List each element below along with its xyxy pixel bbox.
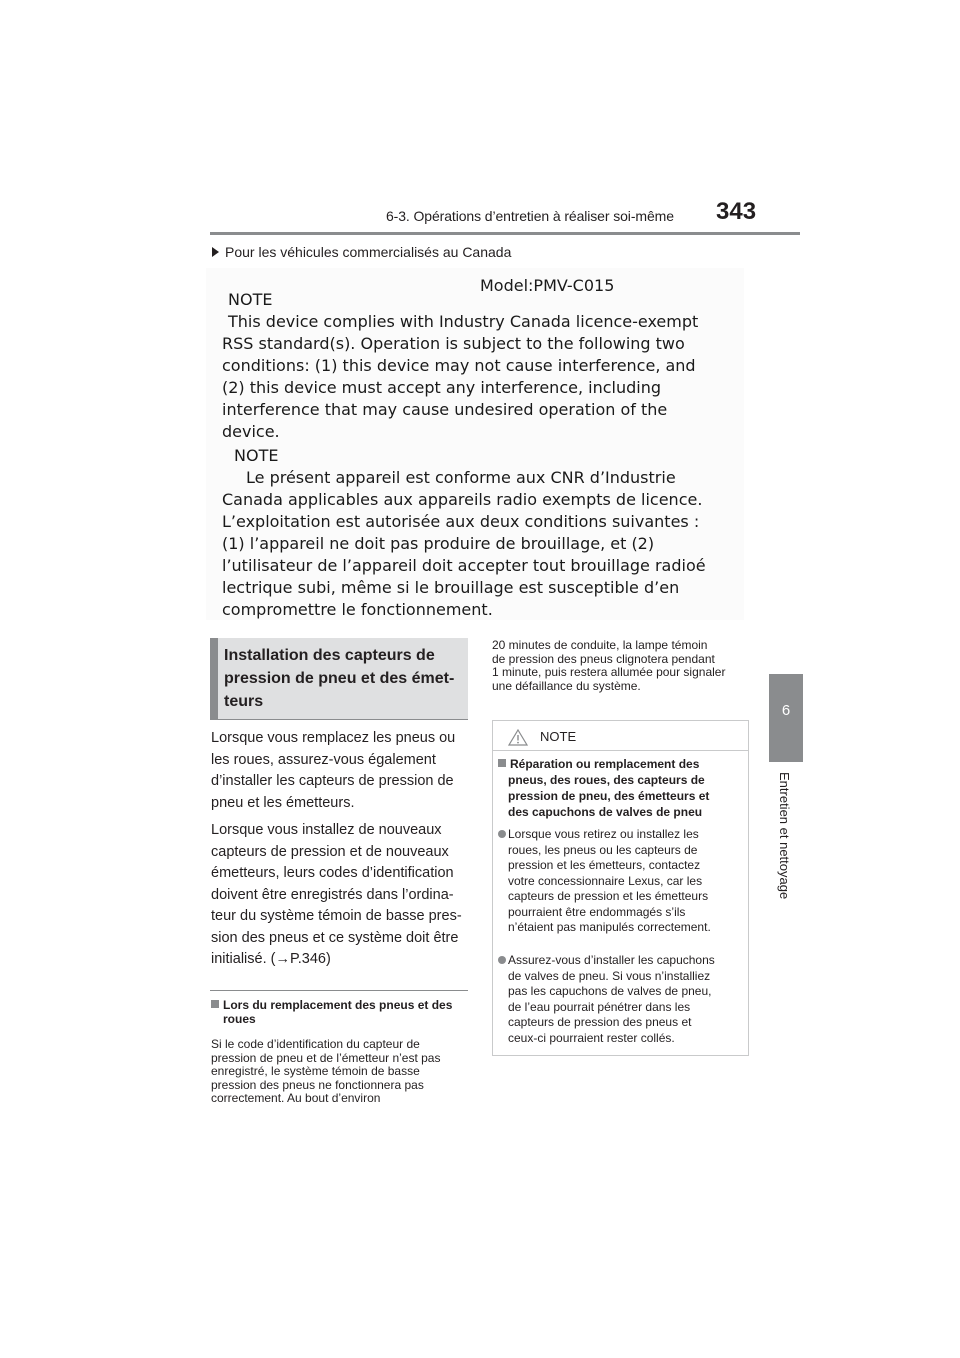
compliance-label-image <box>206 268 744 620</box>
label-en-line: (2) this device must accept any interference, including <box>222 378 661 397</box>
note-heading: Réparation ou remplacement des pneus, des roues, des capteurs de pression de pneu, des émetteurs et des capuchons de valves de pneu <box>498 756 742 820</box>
label-en-line: conditions: (1) this device may not cause interference, and <box>222 356 696 375</box>
chapter-title-vertical <box>777 772 797 900</box>
label-fr-line: Canada applicables aux appareils radio exempts de licence. <box>222 490 703 509</box>
label-fr-line: compromettre le fonctionnement. <box>222 600 493 619</box>
warning-triangle-icon <box>508 729 528 746</box>
intro-line <box>212 244 511 260</box>
label-fr-title: NOTE <box>234 446 279 465</box>
round-bullet-icon <box>498 830 506 838</box>
label-en-line: RSS standard(s). Operation is subject to the following two <box>222 334 685 353</box>
subsection-divider <box>210 990 468 991</box>
label-en-line: This device complies with Industry Canada licence-exempt <box>228 312 699 331</box>
label-fr-line: lectrique subi, même si le brouillage est susceptible d’en <box>222 578 680 597</box>
square-bullet-icon <box>211 1000 219 1008</box>
square-bullet-icon <box>498 759 506 767</box>
label-fr-line: Le présent appareil est conforme aux CNR d’Industrie <box>246 468 676 487</box>
label-model: Model:PMV-C015 <box>480 276 615 295</box>
label-en-line: device. <box>222 422 280 441</box>
subsection-paragraph: Si le code d’identification du capteur de pression de pneu et de l’émetteur n’est pas enregistré, le système témoin de basse pression des pneus ne fonctionnera pas correctement. Au bout d’environ <box>211 1037 441 1105</box>
section-heading-bar <box>210 638 218 720</box>
label-fr-line: (1) l’appareil ne doit pas produire de brouillage, et (2) <box>222 534 655 553</box>
section-title: 6-3. Opérations d’entretien à réaliser soi-même <box>386 208 674 224</box>
note-header-divider <box>493 750 748 751</box>
chapter-number: 6 <box>781 702 791 719</box>
paragraph-replace-tires: Lorsque vous remplacez les pneus ou les roues, assurez-vous également d’installer les capteurs de pression de pneu et les émetteurs. <box>211 730 456 811</box>
intro-text: Pour les véhicules commercialisés au Canada <box>225 244 512 260</box>
note-item: Lorsque vous retirez ou installez les roues, les pneus ou les capteurs de pression et les émetteurs, contactez votre concessionnaire Lexus, car les capteurs de pression et les émetteurs pourraient être endommagés s’ils n’étaient pas manipulés correctement. <box>498 827 742 936</box>
label-en-title: NOTE <box>228 290 273 309</box>
subsection-heading: Lors du remplacement des pneus et des roues <box>211 998 471 1026</box>
label-en-line: interference that may cause undesired operation of the <box>222 400 668 419</box>
round-bullet-icon <box>498 956 506 964</box>
label-fr-line: L’exploitation est autorisée aux deux conditions suivantes : <box>222 512 700 531</box>
note-item: Assurez-vous d’installer les capuchons de valves de pneu. Si vous n’installiez pas les capuchons de valves de pneu, de l’eau pourrait pénétrer dans les capteurs de pression des pneus et ceux-ci pourraient rester collés. <box>498 953 742 1046</box>
section-heading: Installation des capteurs de pression de pneu et des émet- teurs <box>224 647 455 710</box>
chapter-title: Entretien et nettoyage <box>777 772 792 900</box>
page-number: 343 <box>716 198 757 225</box>
header-divider <box>210 232 800 235</box>
paragraph-new-sensors: Lorsque vous installez de nouveaux capteurs de pression et de nouveaux émetteurs, leurs codes d’identification doivent être enregistrés dans l’ordina- teur du système témoin de basse pres- sion des pneus et ce système doit être initialisé. (→P.346) <box>211 822 462 967</box>
triangle-right-icon <box>212 247 219 257</box>
paragraph-continuation: 20 minutes de conduite, la lampe témoin de pression des pneus clignotera pendant 1 minute, puis restera allumée pour signaler une défaillance du système. <box>492 638 726 693</box>
note-title: NOTE <box>540 729 577 744</box>
label-fr-line: l’utilisateur de l’appareil doit accepter tout brouillage radioé <box>222 556 706 575</box>
heading-underline <box>210 719 468 720</box>
